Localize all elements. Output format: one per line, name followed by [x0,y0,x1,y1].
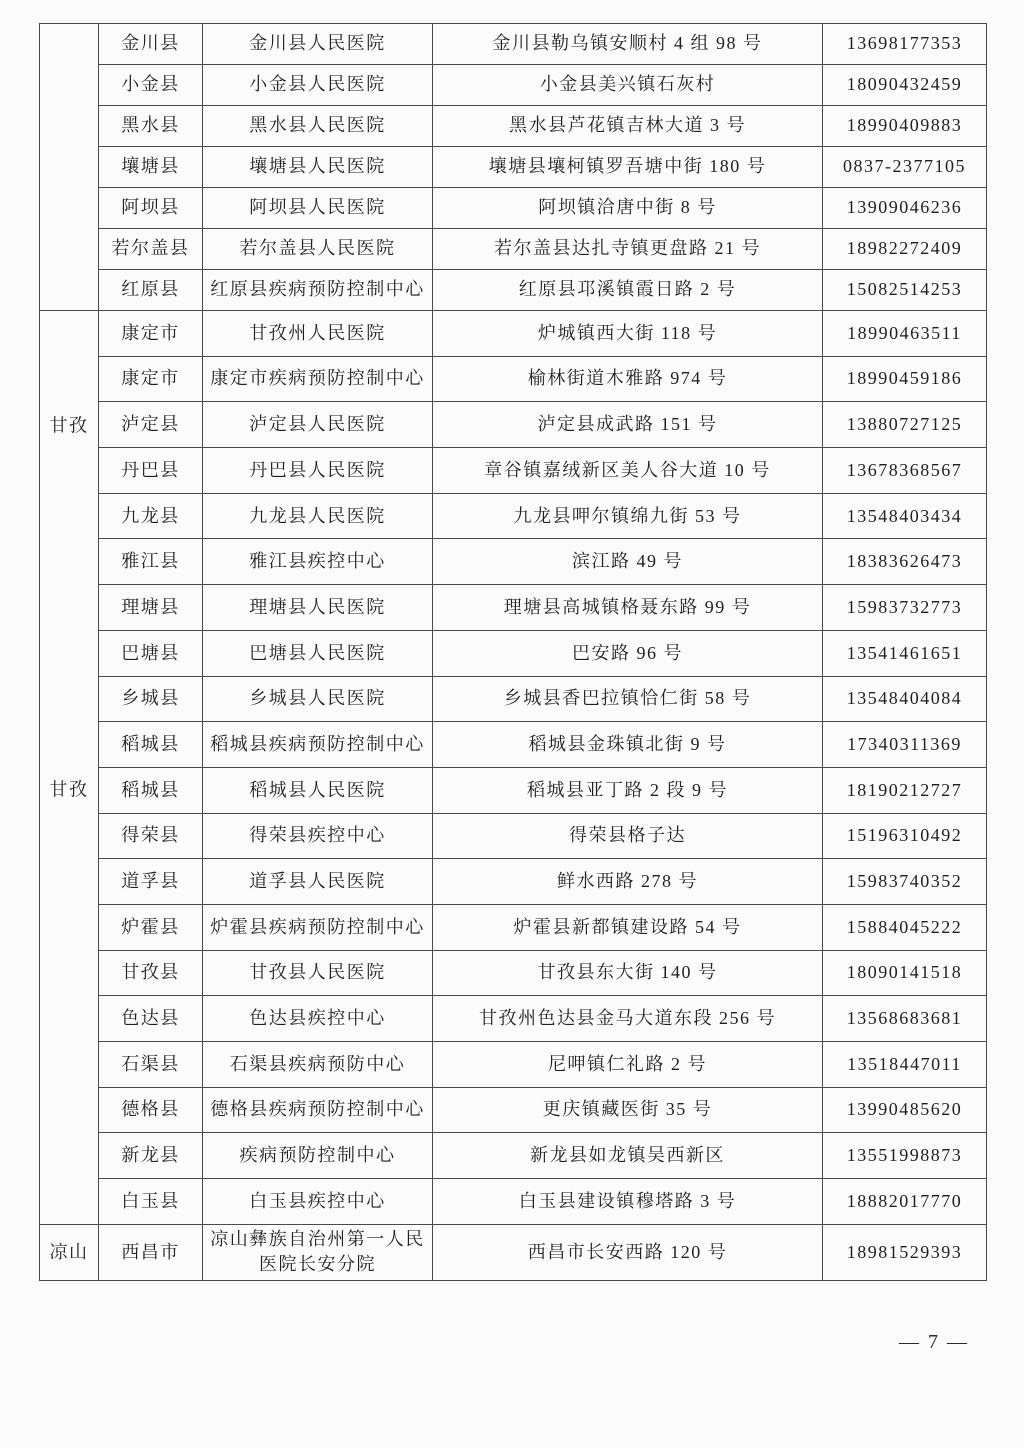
institution-cell: 小金县人民医院 [203,65,433,106]
institution-cell: 金川县人民医院 [203,24,433,65]
table-row [40,950,987,996]
county-cell: 道孚县 [99,859,203,905]
county-cell: 得荣县 [99,813,203,859]
county-cell: 康定市 [99,311,203,357]
institution-cell: 白玉县疾控中心 [203,1179,433,1225]
phone-cell: 18990459186 [823,356,987,402]
table-row [40,904,987,950]
table-row [40,813,987,859]
table-row [40,65,987,106]
prefecture-label: 甘孜 [49,779,89,800]
directory-table-body [40,24,987,1281]
county-cell: 新龙县 [99,1133,203,1179]
prefecture-label: 凉山 [49,1241,89,1262]
institution-cell: 凉山彝族自治州第一人民医院长安分院 [203,1224,433,1280]
phone-cell: 17340311369 [823,722,987,768]
address-cell: 壤塘县壤柯镇罗吾塘中街 180 号 [433,147,823,188]
institution-cell: 甘孜县人民医院 [203,950,433,996]
phone-cell: 13990485620 [823,1087,987,1133]
phone-cell: 13909046236 [823,188,987,229]
institution-cell: 若尔盖县人民医院 [203,229,433,270]
county-cell: 德格县 [99,1087,203,1133]
phone-cell: 18990463511 [823,311,987,357]
table-row [40,24,987,65]
address-cell: 阿坝镇洽唐中街 8 号 [433,188,823,229]
phone-cell: 15884045222 [823,904,987,950]
phone-cell: 18982272409 [823,229,987,270]
table-row [40,270,987,311]
phone-cell: 15082514253 [823,270,987,311]
phone-cell: 13698177353 [823,24,987,65]
address-cell: 炉城镇西大街 118 号 [433,311,823,357]
address-cell: 西昌市长安西路 120 号 [433,1224,823,1280]
table-row [40,585,987,631]
county-cell: 小金县 [99,65,203,106]
institution-cell: 德格县疾病预防控制中心 [203,1087,433,1133]
phone-cell: 18383626473 [823,539,987,585]
phone-cell: 0837-2377105 [823,147,987,188]
county-cell: 稻城县 [99,722,203,768]
institution-cell: 石渠县疾病预防中心 [203,1042,433,1088]
county-cell: 九龙县 [99,493,203,539]
address-cell: 滨江路 49 号 [433,539,823,585]
phone-cell: 18190212727 [823,767,987,813]
address-cell: 小金县美兴镇石灰村 [433,65,823,106]
address-cell: 九龙县呷尔镇绵九街 53 号 [433,493,823,539]
address-cell: 理塘县高城镇格聂东路 99 号 [433,585,823,631]
address-cell: 甘孜州色达县金马大道东段 256 号 [433,996,823,1042]
county-cell: 炉霍县 [99,904,203,950]
address-cell: 若尔盖县达扎寺镇更盘路 21 号 [433,229,823,270]
table-row [40,448,987,494]
address-cell: 乡城县香巴拉镇恰仁街 58 号 [433,676,823,722]
institution-cell: 康定市疾病预防控制中心 [203,356,433,402]
phone-cell: 18990409883 [823,106,987,147]
table-row [40,1179,987,1225]
medical-institutions-table [39,23,987,1281]
address-cell: 章谷镇嘉绒新区美人谷大道 10 号 [433,448,823,494]
institution-cell: 巴塘县人民医院 [203,630,433,676]
address-cell: 泸定县成武路 151 号 [433,402,823,448]
phone-cell: 18090432459 [823,65,987,106]
prefecture-cell [40,311,99,1225]
phone-cell: 13551998873 [823,1133,987,1179]
institution-cell: 疾病预防控制中心 [203,1133,433,1179]
table-row [40,1087,987,1133]
county-cell: 稻城县 [99,767,203,813]
address-cell: 白玉县建设镇穆塔路 3 号 [433,1179,823,1225]
institution-cell: 稻城县人民医院 [203,767,433,813]
county-cell: 乡城县 [99,676,203,722]
institution-cell: 得荣县疾控中心 [203,813,433,859]
table-row [40,630,987,676]
phone-cell: 13548404084 [823,676,987,722]
table-row [40,493,987,539]
phone-cell: 13880727125 [823,402,987,448]
institution-cell: 阿坝县人民医院 [203,188,433,229]
table-row [40,106,987,147]
address-cell: 新龙县如龙镇吴西新区 [433,1133,823,1179]
county-cell: 甘孜县 [99,950,203,996]
institution-cell: 九龙县人民医院 [203,493,433,539]
phone-cell: 15983740352 [823,859,987,905]
county-cell: 雅江县 [99,539,203,585]
table-row [40,402,987,448]
prefecture-cell [40,1224,99,1280]
address-cell: 稻城县金珠镇北街 9 号 [433,722,823,768]
table-row [40,1042,987,1088]
county-cell: 金川县 [99,24,203,65]
institution-cell: 红原县疾病预防控制中心 [203,270,433,311]
address-cell: 黑水县芦花镇吉林大道 3 号 [433,106,823,147]
page-number: — 7 — [899,1331,969,1353]
county-cell: 阿坝县 [99,188,203,229]
phone-cell: 13541461651 [823,630,987,676]
address-cell: 鲜水西路 278 号 [433,859,823,905]
county-cell: 理塘县 [99,585,203,631]
institution-cell: 稻城县疾病预防控制中心 [203,722,433,768]
table-row [40,1224,987,1280]
table-row [40,1133,987,1179]
phone-cell: 13568683681 [823,996,987,1042]
table-row [40,539,987,585]
county-cell: 白玉县 [99,1179,203,1225]
table-row [40,356,987,402]
institution-cell: 壤塘县人民医院 [203,147,433,188]
address-cell: 金川县勒乌镇安顺村 4 组 98 号 [433,24,823,65]
county-cell: 康定市 [99,356,203,402]
institution-cell: 甘孜州人民医院 [203,311,433,357]
county-cell: 壤塘县 [99,147,203,188]
phone-cell: 13518447011 [823,1042,987,1088]
county-cell: 若尔盖县 [99,229,203,270]
county-cell: 西昌市 [99,1224,203,1280]
address-cell: 红原县邛溪镇霞日路 2 号 [433,270,823,311]
table-row [40,996,987,1042]
table-row [40,767,987,813]
county-cell: 丹巴县 [99,448,203,494]
table-row [40,676,987,722]
address-cell: 稻城县亚丁路 2 段 9 号 [433,767,823,813]
phone-cell: 15983732773 [823,585,987,631]
table-row [40,859,987,905]
institution-cell: 炉霍县疾病预防控制中心 [203,904,433,950]
address-cell: 更庆镇藏医街 35 号 [433,1087,823,1133]
table-row [40,188,987,229]
address-cell: 榆林街道木雅路 974 号 [433,356,823,402]
county-cell: 色达县 [99,996,203,1042]
table-row [40,229,987,270]
institution-cell: 道孚县人民医院 [203,859,433,905]
prefecture-label: 甘孜 [49,415,89,436]
county-cell: 红原县 [99,270,203,311]
county-cell: 巴塘县 [99,630,203,676]
phone-cell: 18090141518 [823,950,987,996]
phone-cell: 13678368567 [823,448,987,494]
phone-cell: 18981529393 [823,1224,987,1280]
phone-cell: 15196310492 [823,813,987,859]
phone-cell: 18882017770 [823,1179,987,1225]
table-row [40,147,987,188]
institution-cell: 雅江县疾控中心 [203,539,433,585]
address-cell: 炉霍县新都镇建设路 54 号 [433,904,823,950]
county-cell: 泸定县 [99,402,203,448]
address-cell: 巴安路 96 号 [433,630,823,676]
institution-cell: 黑水县人民医院 [203,106,433,147]
institution-cell: 泸定县人民医院 [203,402,433,448]
phone-cell: 13548403434 [823,493,987,539]
county-cell: 黑水县 [99,106,203,147]
prefecture-cell [40,24,99,311]
address-cell: 得荣县格子达 [433,813,823,859]
institution-cell: 乡城县人民医院 [203,676,433,722]
address-cell: 甘孜县东大街 140 号 [433,950,823,996]
institution-cell: 理塘县人民医院 [203,585,433,631]
table-row [40,722,987,768]
table-row [40,311,987,357]
institution-cell: 丹巴县人民医院 [203,448,433,494]
institution-cell: 色达县疾控中心 [203,996,433,1042]
county-cell: 石渠县 [99,1042,203,1088]
address-cell: 尼呷镇仁礼路 2 号 [433,1042,823,1088]
